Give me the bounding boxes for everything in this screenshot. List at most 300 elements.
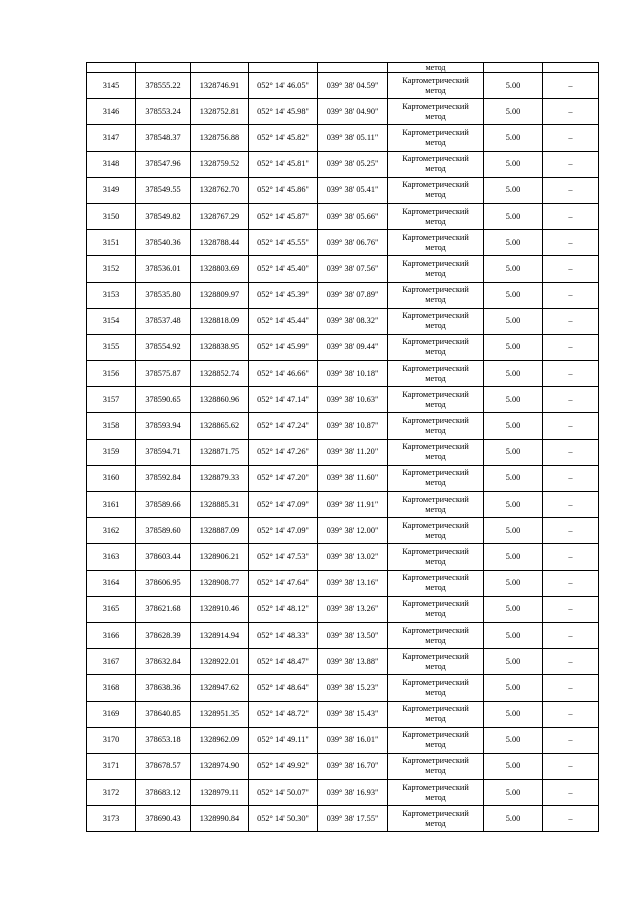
method-line-2: метод [425,164,446,174]
cell-latitude: 052° 14' 45.40" [249,256,318,282]
cell-coord-y: 1328922.01 [191,649,249,675]
cell-accuracy: 5.00 [484,518,543,544]
cell-point-number: 3169 [87,701,136,727]
cell-longitude: 039° 38' 10.63" [318,387,388,413]
cell-coord-y: 1328951.35 [191,701,249,727]
cell-method [388,230,484,256]
cell-longitude: 039° 38' 10.18" [318,361,388,387]
cell-coord-x: 378547.96 [136,151,191,177]
table-row [87,308,599,334]
cell-coord-x: 378548.37 [136,125,191,151]
cell-coord-y: 1328756.88 [191,125,249,151]
cell-accuracy: 5.00 [484,177,543,203]
cell-point-number: 3168 [87,675,136,701]
cell-coord-x: 378653.18 [136,727,191,753]
table-row [87,465,599,491]
method-line-2: метод [425,85,446,95]
cell-longitude: 039° 38' 10.87" [318,413,388,439]
method-line-1: Картометрический [402,442,469,452]
cell-method [388,622,484,648]
table-row [87,544,599,570]
method-line-2: метод [425,426,446,436]
method-line-1: Картометрический [402,573,469,583]
cell-point-number: 3157 [87,387,136,413]
cell-description: – [543,256,599,282]
method-line-2: метод [425,635,446,645]
cell-point-number: 3171 [87,753,136,779]
method-line-2: метод [425,740,446,750]
method-line-2: метод [425,818,446,828]
table-row [87,439,599,465]
cell-point-number: 3151 [87,230,136,256]
table-row [87,701,599,727]
table-row [87,230,599,256]
table-row [87,99,599,125]
cell-method [388,492,484,518]
cell-latitude: 052° 14' 48.33" [249,622,318,648]
cell-accuracy: 5.00 [484,465,543,491]
cell-coord-x: 378555.22 [136,73,191,99]
cell-description: – [543,439,599,465]
cell-longitude: 039° 38' 08.32" [318,308,388,334]
cell-point-number: 3159 [87,439,136,465]
cell-point-number: 3156 [87,361,136,387]
table-body [87,63,599,832]
cell-point-number: 3153 [87,282,136,308]
cell-coord-x: 378632.84 [136,649,191,675]
cell-latitude: 052° 14' 50.30" [249,806,318,832]
cell-longitude: 039° 38' 11.20" [318,439,388,465]
cell-coord-x: 378594.71 [136,439,191,465]
cell-longitude: 039° 38' 16.01" [318,727,388,753]
cell-accuracy: 5.00 [484,675,543,701]
cell-coord-y: 1328752.81 [191,99,249,125]
cell-latitude: 052° 14' 45.55" [249,230,318,256]
method-line-1: Картометрический [402,285,469,295]
cell-accuracy: 5.00 [484,492,543,518]
method-line-1: Картометрический [402,232,469,242]
cell-point-number: 3146 [87,99,136,125]
table-row [87,649,599,675]
method-line-1: Картометрический [402,127,469,137]
cell-empty [543,63,599,73]
cell-longitude: 039° 38' 04.59" [318,73,388,99]
method-line-2: метод [425,399,446,409]
cell-point-number: 3161 [87,492,136,518]
cell-longitude: 039° 38' 05.11" [318,125,388,151]
cell-accuracy: 5.00 [484,308,543,334]
table-row [87,753,599,779]
cell-method [388,99,484,125]
cell-coord-y: 1328838.95 [191,334,249,360]
cell-description: – [543,73,599,99]
cell-description: – [543,806,599,832]
cell-coord-x: 378553.24 [136,99,191,125]
method-line-1: Картометрический [402,416,469,426]
cell-coord-x: 378592.84 [136,465,191,491]
method-line-1: Картометрический [402,677,469,687]
cell-method [388,675,484,701]
cell-coord-x: 378554.92 [136,334,191,360]
cell-point-number: 3172 [87,780,136,806]
cell-accuracy: 5.00 [484,701,543,727]
cell-coord-y: 1328962.09 [191,727,249,753]
method-line-2: метод [425,766,446,776]
method-line-1: Картометрический [402,704,469,714]
cell-description: – [543,675,599,701]
method-line-1: Картометрический [402,756,469,766]
table-row [87,334,599,360]
cell-latitude: 052° 14' 49.92" [249,753,318,779]
method-line-1: Картометрический [402,468,469,478]
cell-description: – [543,727,599,753]
method-line-1: Картометрический [402,258,469,268]
cell-method [388,518,484,544]
table-row [87,282,599,308]
cell-latitude: 052° 14' 45.81" [249,151,318,177]
cell-point-number: 3158 [87,413,136,439]
cell-description: – [543,99,599,125]
cell-longitude: 039° 38' 13.50" [318,622,388,648]
cell-point-number: 3164 [87,570,136,596]
cell-description: – [543,334,599,360]
cell-method [388,308,484,334]
cell-point-number: 3148 [87,151,136,177]
cell-coord-y: 1328887.09 [191,518,249,544]
cell-longitude: 039° 38' 13.16" [318,570,388,596]
cell-method [388,649,484,675]
method-line-1: Картометрический [402,75,469,85]
cell-accuracy: 5.00 [484,125,543,151]
coordinates-table [86,62,599,832]
table-row [87,492,599,518]
cell-method [388,413,484,439]
method-line-1: Картометрический [402,337,469,347]
cell-method [388,544,484,570]
cell-coord-x: 378628.39 [136,622,191,648]
cell-longitude: 039° 38' 16.93" [318,780,388,806]
continuation-row [87,63,599,73]
table-row [87,361,599,387]
table-row [87,622,599,648]
table-row [87,518,599,544]
cell-empty [191,63,249,73]
cell-description: – [543,570,599,596]
method-line-2: метод [425,504,446,514]
cell-description: – [543,361,599,387]
cell-latitude: 052° 14' 49.11" [249,727,318,753]
method-line-1: Картометрический [402,494,469,504]
cell-point-number: 3162 [87,518,136,544]
cell-coord-x: 378549.55 [136,177,191,203]
cell-coord-x: 378540.36 [136,230,191,256]
cell-accuracy: 5.00 [484,806,543,832]
cell-method [388,701,484,727]
method-line-1: Картометрический [402,180,469,190]
cell-method [388,727,484,753]
cell-point-number: 3173 [87,806,136,832]
cell-coord-y: 1328865.62 [191,413,249,439]
table-row [87,413,599,439]
cell-empty [318,63,388,73]
cell-method [388,177,484,203]
method-line-1: Картометрический [402,389,469,399]
cell-coord-y: 1328809.97 [191,282,249,308]
cell-coord-y: 1328759.52 [191,151,249,177]
cell-coord-x: 378593.94 [136,413,191,439]
cell-coord-y: 1328914.94 [191,622,249,648]
cell-coord-x: 378606.95 [136,570,191,596]
method-line-1: Картометрический [402,154,469,164]
cell-method [388,465,484,491]
cell-coord-x: 378535.80 [136,282,191,308]
cell-accuracy: 5.00 [484,570,543,596]
cell-latitude: 052° 14' 45.98" [249,99,318,125]
cell-point-number: 3145 [87,73,136,99]
cell-coord-y: 1328908.77 [191,570,249,596]
cell-accuracy: 5.00 [484,230,543,256]
cell-coord-y: 1328803.69 [191,256,249,282]
cell-point-number: 3152 [87,256,136,282]
method-line-2: метод [425,242,446,252]
cell-description: – [543,518,599,544]
cell-point-number: 3150 [87,203,136,229]
cell-point-number: 3155 [87,334,136,360]
cell-coord-y: 1328767.29 [191,203,249,229]
cell-latitude: 052° 14' 45.99" [249,334,318,360]
method-line-2: метод [425,268,446,278]
cell-coord-x: 378589.60 [136,518,191,544]
cell-accuracy: 5.00 [484,780,543,806]
cell-coord-y: 1328871.75 [191,439,249,465]
cell-accuracy: 5.00 [484,151,543,177]
cell-description: – [543,649,599,675]
method-line-1: Картометрический [402,782,469,792]
cell-method [388,125,484,151]
table-row [87,387,599,413]
cell-accuracy: 5.00 [484,73,543,99]
cell-accuracy: 5.00 [484,203,543,229]
method-line-1: Картометрический [402,651,469,661]
method-line-2: метод [425,111,446,121]
cell-accuracy: 5.00 [484,622,543,648]
cell-point-number: 3170 [87,727,136,753]
cell-description: – [543,492,599,518]
cell-description: – [543,308,599,334]
method-line-1: Картометрический [402,730,469,740]
cell-coord-y: 1328974.90 [191,753,249,779]
cell-method [388,151,484,177]
cell-point-number: 3154 [87,308,136,334]
cell-longitude: 039° 38' 09.44" [318,334,388,360]
cell-coord-x: 378640.85 [136,701,191,727]
table-row [87,177,599,203]
cell-point-number: 3160 [87,465,136,491]
cell-latitude: 052° 14' 48.47" [249,649,318,675]
cell-latitude: 052° 14' 47.09" [249,518,318,544]
method-line-2: метод [425,190,446,200]
cell-coord-y: 1328860.96 [191,387,249,413]
cell-description: – [543,596,599,622]
cell-description: – [543,544,599,570]
cell-longitude: 039° 38' 11.60" [318,465,388,491]
method-line-2: метод [425,530,446,540]
cell-coord-y: 1328762.70 [191,177,249,203]
cell-empty [87,63,136,73]
cell-coord-y: 1328879.33 [191,465,249,491]
cell-point-number: 3167 [87,649,136,675]
cell-method [388,806,484,832]
cell-description: – [543,622,599,648]
cell-accuracy: 5.00 [484,99,543,125]
cell-description: – [543,465,599,491]
method-line-2: метод [425,687,446,697]
cell-coord-x: 378603.44 [136,544,191,570]
cell-accuracy: 5.00 [484,544,543,570]
cell-description: – [543,177,599,203]
cell-longitude: 039° 38' 15.43" [318,701,388,727]
method-line-2: метод [425,216,446,226]
cell-point-number: 3166 [87,622,136,648]
table-row [87,675,599,701]
method-line-2: метод [425,478,446,488]
cell-method [388,570,484,596]
table-row [87,151,599,177]
cell-coord-y: 1328885.31 [191,492,249,518]
cell-description: – [543,753,599,779]
cell-accuracy: 5.00 [484,256,543,282]
cell-latitude: 052° 14' 47.09" [249,492,318,518]
cell-longitude: 039° 38' 05.41" [318,177,388,203]
method-line-2: метод [425,295,446,305]
cell-method [388,780,484,806]
cell-accuracy: 5.00 [484,753,543,779]
method-line-2: метод [425,321,446,331]
cell-description: – [543,151,599,177]
cell-method-tail: метод [388,63,484,73]
table-row [87,203,599,229]
cell-method [388,387,484,413]
method-line-2: метод [425,661,446,671]
cell-point-number: 3163 [87,544,136,570]
cell-longitude: 039° 38' 13.26" [318,596,388,622]
cell-latitude: 052° 14' 46.05" [249,73,318,99]
cell-coord-x: 378537.48 [136,308,191,334]
cell-accuracy: 5.00 [484,334,543,360]
cell-latitude: 052° 14' 45.86" [249,177,318,203]
cell-coord-x: 378678.57 [136,753,191,779]
cell-coord-y: 1328906.21 [191,544,249,570]
method-line-1: Картометрический [402,311,469,321]
cell-coord-x: 378549.82 [136,203,191,229]
cell-longitude: 039° 38' 07.56" [318,256,388,282]
cell-accuracy: 5.00 [484,727,543,753]
cell-description: – [543,701,599,727]
cell-description: – [543,387,599,413]
cell-longitude: 039° 38' 11.91" [318,492,388,518]
cell-longitude: 039° 38' 13.02" [318,544,388,570]
cell-coord-y: 1328746.91 [191,73,249,99]
cell-latitude: 052° 14' 48.64" [249,675,318,701]
cell-latitude: 052° 14' 47.53" [249,544,318,570]
cell-point-number: 3165 [87,596,136,622]
table-row [87,806,599,832]
method-line-2: метод [425,556,446,566]
method-line-1: Картометрический [402,808,469,818]
cell-latitude: 052° 14' 45.87" [249,203,318,229]
cell-longitude: 039° 38' 13.88" [318,649,388,675]
cell-description: – [543,125,599,151]
cell-latitude: 052° 14' 46.66" [249,361,318,387]
cell-longitude: 039° 38' 16.70" [318,753,388,779]
cell-method [388,753,484,779]
table-row [87,727,599,753]
cell-description: – [543,413,599,439]
cell-method [388,439,484,465]
cell-longitude: 039° 38' 07.89" [318,282,388,308]
cell-latitude: 052° 14' 45.39" [249,282,318,308]
cell-description: – [543,203,599,229]
cell-latitude: 052° 14' 47.64" [249,570,318,596]
method-line-1: Картометрический [402,206,469,216]
cell-coord-x: 378590.65 [136,387,191,413]
method-line-1: Картометрический [402,520,469,530]
cell-coord-y: 1328852.74 [191,361,249,387]
cell-latitude: 052° 14' 47.24" [249,413,318,439]
cell-coord-x: 378638.36 [136,675,191,701]
cell-description: – [543,780,599,806]
cell-coord-x: 378621.68 [136,596,191,622]
method-line-2: метод [425,452,446,462]
cell-longitude: 039° 38' 04.90" [318,99,388,125]
table-row [87,125,599,151]
table-row [87,596,599,622]
cell-point-number: 3147 [87,125,136,151]
cell-coord-y: 1328947.62 [191,675,249,701]
cell-accuracy: 5.00 [484,387,543,413]
cell-latitude: 052° 14' 47.14" [249,387,318,413]
cell-latitude: 052° 14' 45.82" [249,125,318,151]
cell-coord-y: 1328788.44 [191,230,249,256]
cell-method [388,256,484,282]
cell-longitude: 039° 38' 12.00" [318,518,388,544]
cell-accuracy: 5.00 [484,282,543,308]
cell-point-number: 3149 [87,177,136,203]
cell-method [388,73,484,99]
method-line-1: Картометрический [402,599,469,609]
table-row [87,780,599,806]
cell-longitude: 039° 38' 17.55" [318,806,388,832]
table-row [87,73,599,99]
cell-longitude: 039° 38' 15.23" [318,675,388,701]
cell-latitude: 052° 14' 50.07" [249,780,318,806]
cell-coord-y: 1328910.46 [191,596,249,622]
method-line-2: метод [425,714,446,724]
cell-latitude: 052° 14' 47.20" [249,465,318,491]
cell-latitude: 052° 14' 47.26" [249,439,318,465]
cell-method [388,203,484,229]
cell-coord-y: 1328818.09 [191,308,249,334]
method-line-1: Картометрический [402,546,469,556]
method-line-2: метод [425,347,446,357]
cell-longitude: 039° 38' 05.25" [318,151,388,177]
method-line-2: метод [425,583,446,593]
cell-empty [484,63,543,73]
cell-accuracy: 5.00 [484,649,543,675]
cell-coord-x: 378683.12 [136,780,191,806]
cell-method [388,596,484,622]
cell-empty [249,63,318,73]
